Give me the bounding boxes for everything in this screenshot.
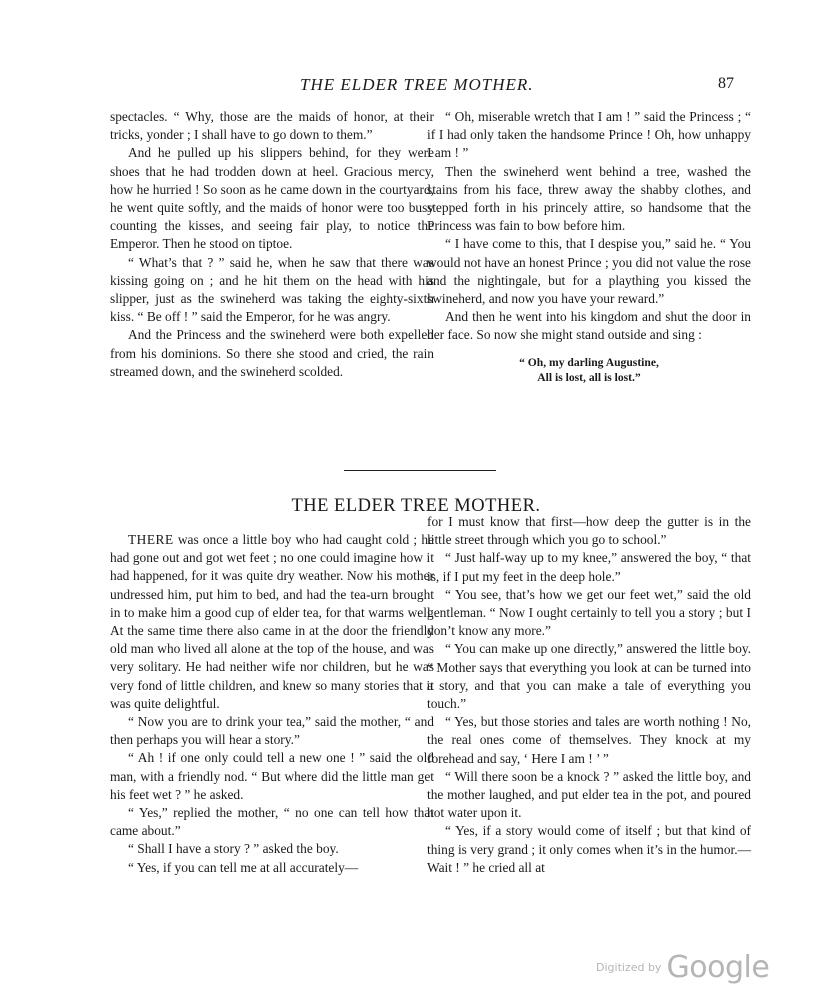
paragraph: “ I have come to this, that I despise you,” said he. “ You would not have an honest Prince ; you did not value the rose and the nightingale, but for a plaything you kissed the swineherd, and now you have your reward.” — [427, 236, 751, 307]
paragraph: “ Now you are to drink your tea,” said the mother, “ and then perhaps you will hear a story.” — [110, 714, 434, 748]
column-bottom-right — [427, 513, 751, 877]
page-number: 87 — [718, 75, 734, 92]
song-verse — [427, 355, 751, 385]
section-divider — [344, 470, 496, 471]
opening-paragraph — [110, 531, 434, 713]
song-line: All is lost, all is lost.” — [537, 370, 641, 384]
paragraph: “ Oh, miserable wretch that I am ! ” said the Princess ; “ if I had only taken the handsome Prince ! Oh, how unhappy I am ! ” — [427, 109, 751, 161]
column-top-right — [427, 108, 751, 385]
paragraph: Then the swineherd went behind a tree, washed the stains from his face, threw away the shabby clothes, and stepped forth in his princely attire, so handsome that the Princess was fain to bow before him. — [427, 163, 751, 234]
paragraph: spectacles. “ Why, those are the maids of honor, at their tricks, yonder ; I shall have to go down to them.” — [110, 109, 434, 143]
paragraph: “ Shall I have a story ? ” asked the boy. — [128, 841, 339, 857]
paragraph: And the Princess and the swineherd were both expelled from his dominions. So there she stood and cried, the rain streamed down, and the swineherd scolded. — [110, 327, 434, 379]
drop-word: THERE — [128, 532, 174, 547]
paragraph: “ Yes, if you can tell me at all accurately— — [128, 859, 359, 875]
paragraph: And then he went into his kingdom and shut the door in her face. So now she might stand outside and sing : — [427, 309, 751, 343]
google-logo: Google — [666, 950, 770, 985]
paragraph: “ You can make up one directly,” answered the little boy. “ Mother says that everything you look at can be turned into a story, and that you can make a tale of everything you touch.” — [427, 641, 751, 712]
running-head — [0, 75, 832, 99]
paragraph: “ Ah ! if one only could tell a new one ! ” said the old man, with a friendly nod. “ But where did the little man get his feet wet ? ” he asked. — [110, 750, 434, 802]
opening-text: was once a little boy who had caught cold ; he had gone out and got wet feet ; no one could imagine how it had happened, for it was quite dry weather. Now his mother undressed him, put him to bed, and had the tea-urn brought in to make him a good cup of elder tea, for that warms well. At the same time there also came in at the door the friendly old man who lived all alone at the top of the house, and was very solitary. He had neither wife nor children, but he was very fond of little children, and knew so many stories that it was quite delightful. — [110, 532, 434, 711]
song-line: “ Oh, my darling Augustine, — [519, 355, 659, 369]
column-top-left — [110, 108, 434, 381]
paragraph: “ Yes, if a story would come of itself ; but that kind of thing is very grand ; it only comes when it’s in the humor.—Wait ! ” he cried all at — [427, 823, 751, 875]
paragraph: “ What’s that ? ” said he, when he saw that there was kissing going on ; and he hit them on the head with his slipper, just as the swineherd was taking the eighty-sixth kiss. “ Be off ! ” said the Emperor, for he was angry. — [110, 254, 434, 325]
paragraph: And he pulled up his slippers behind, for they were shoes that he had trodden down at heel. Gracious mercy, how he hurried ! So soon as he came down in the courtyard, he went quite softly, and the maids of honor were too busy counting the kisses, and seeing fair play, to notice the Emperor. Then he stood on tiptoe. — [110, 145, 434, 252]
paragraph: “ Yes,” replied the mother, “ no one can tell how that came about.” — [110, 805, 434, 839]
paragraph: “ Just half-way up to my knee,” answered the boy, “ that is, if I put my feet in the deep hole.” — [427, 550, 751, 584]
paragraph: “ You see, that’s how we get our feet wet,” said the old gentleman. “ Now I ought certainly to tell you a story ; but I don’t know any more.” — [427, 586, 751, 639]
watermark-prefix: Digitized by — [596, 961, 662, 974]
continued-paragraph: for I must know that first—how deep the gutter is in the little street through which you go to school.” — [427, 514, 751, 548]
story-title: THE ELDER TREE MOTHER. — [291, 496, 541, 516]
paragraph: “ Will there soon be a knock ? ” asked the little boy, and the mother laughed, and put elder tea in the pot, and poured hot water upon it. — [427, 768, 751, 821]
paragraph: “ Yes, but those stories and tales are worth nothing ! No, the real ones come of themselves. They knock at my forehead and say, ‘ Here I am ! ’ ” — [427, 714, 751, 766]
running-title: THE ELDER TREE MOTHER. — [300, 75, 534, 94]
digitized-watermark — [596, 950, 769, 985]
column-bottom-left — [110, 531, 434, 877]
